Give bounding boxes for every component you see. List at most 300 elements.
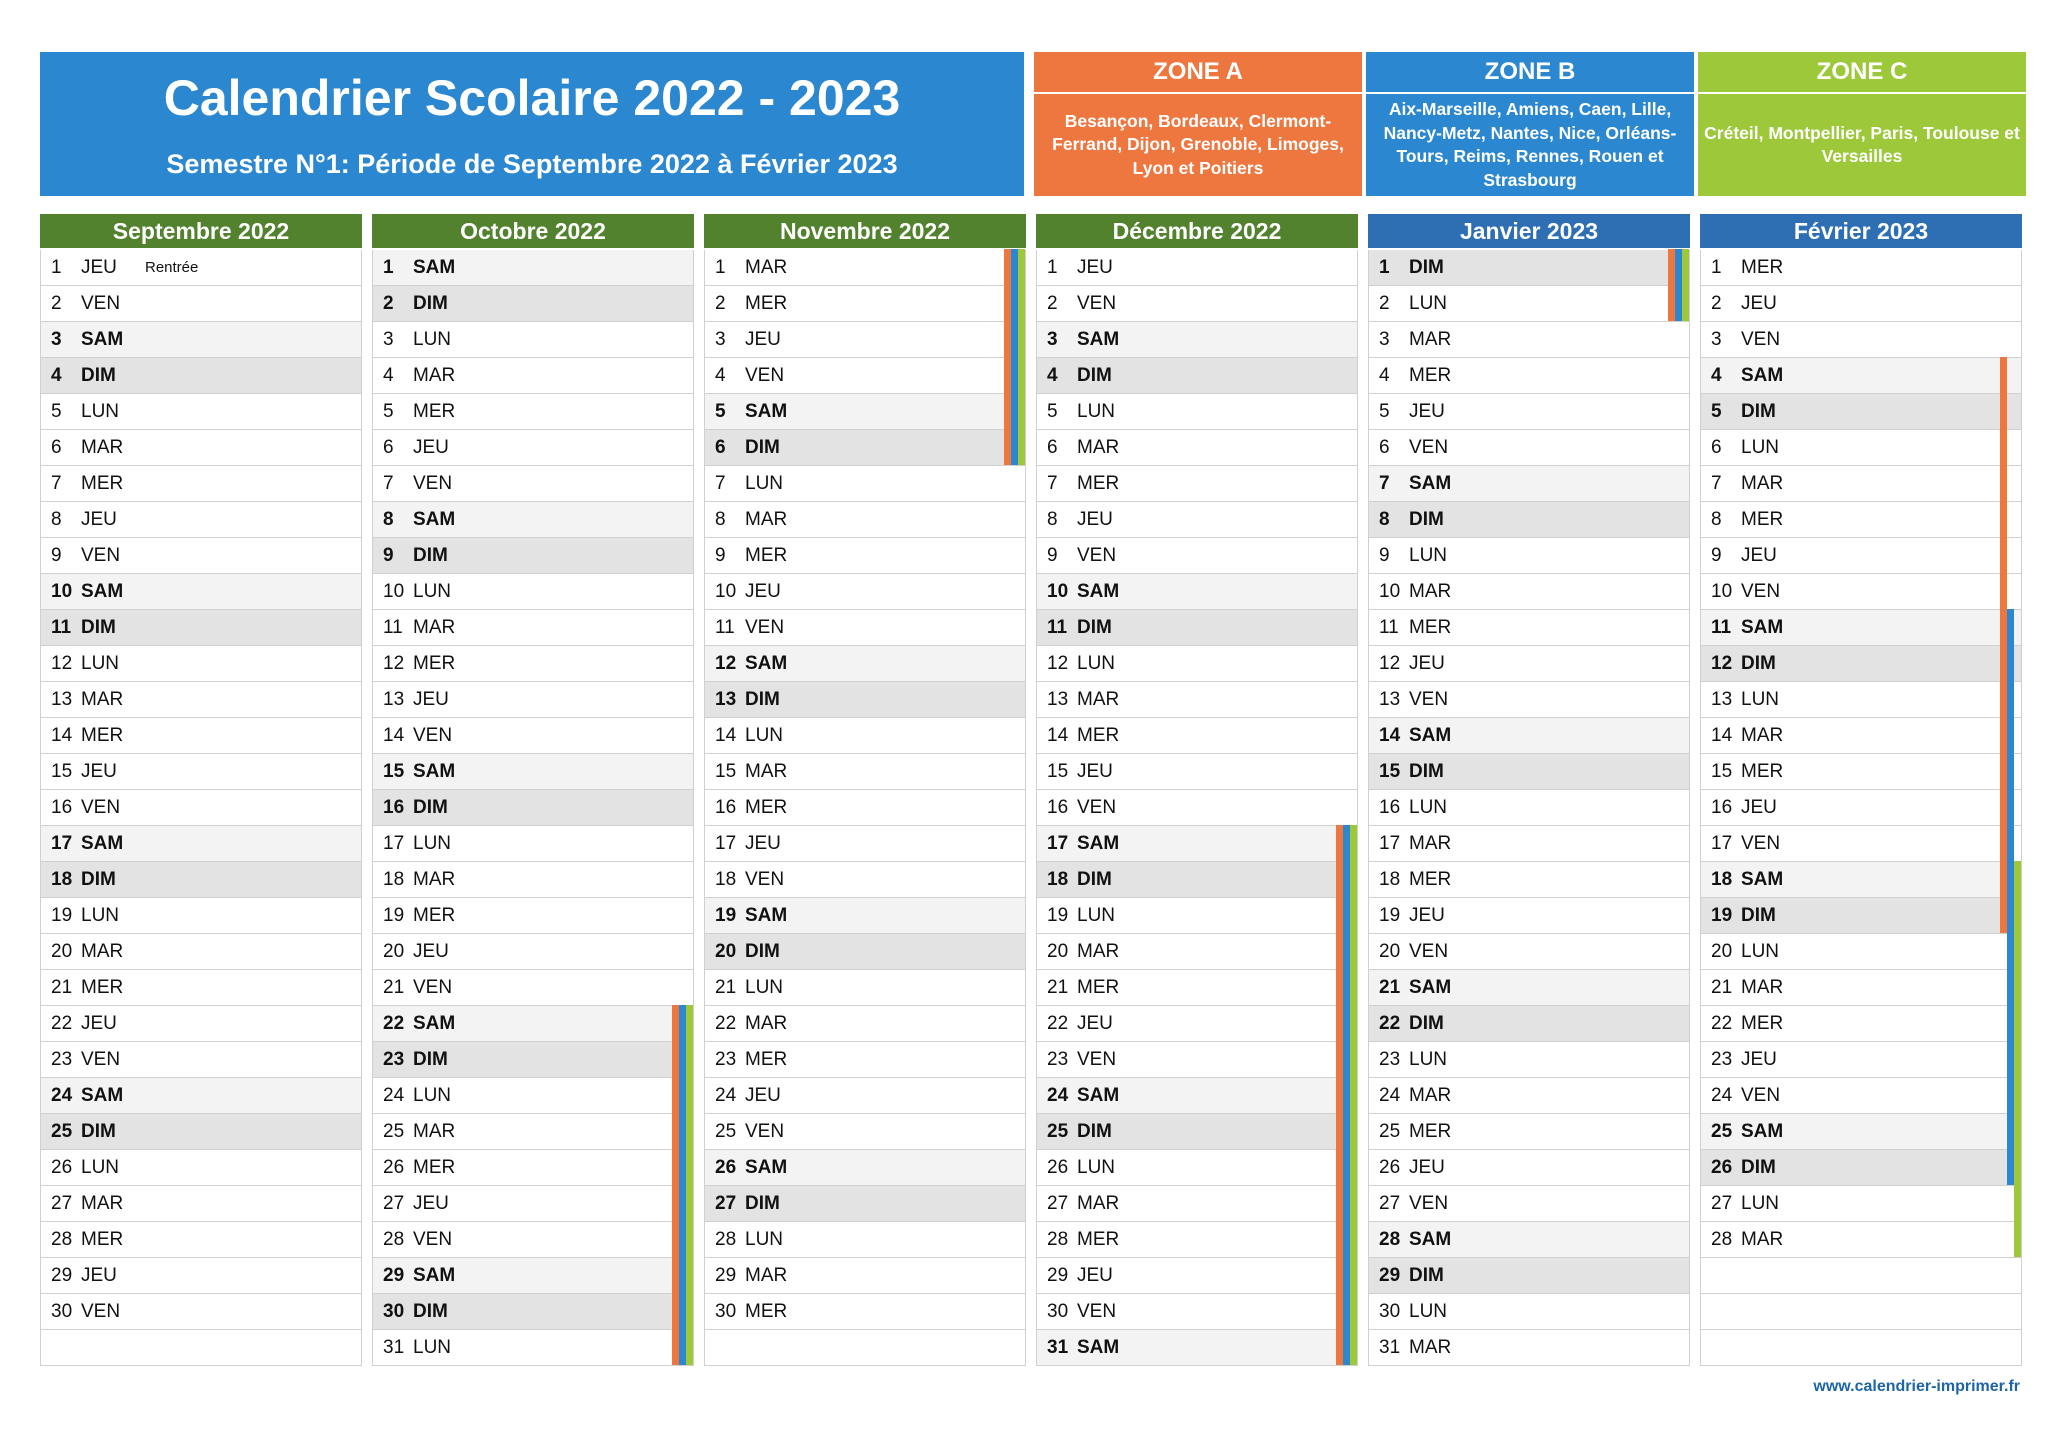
zone-a-holiday-bar xyxy=(1336,825,1343,861)
day-row xyxy=(1369,646,1689,682)
day-row xyxy=(705,1006,1025,1042)
day-number: 11 xyxy=(715,617,735,638)
day-name: JEU xyxy=(745,581,781,602)
day-name: DIM xyxy=(81,1121,116,1142)
day-number: 2 xyxy=(1711,293,1722,314)
zone-b-holiday-bar xyxy=(1011,393,1018,429)
zone-c-holiday-bar xyxy=(1018,249,1025,285)
zone-c-holiday-bar xyxy=(2014,1113,2021,1149)
zone-a-holiday-bar xyxy=(2000,897,2007,933)
day-row xyxy=(1037,610,1357,646)
day-name: SAM xyxy=(1741,617,1784,638)
day-row xyxy=(373,538,693,574)
zone-b-holiday-bar xyxy=(1343,1293,1350,1329)
day-number: 6 xyxy=(1047,437,1058,458)
day-number: 26 xyxy=(1379,1157,1401,1178)
day-row xyxy=(705,1078,1025,1114)
day-number: 1 xyxy=(51,257,62,278)
day-name: JEU xyxy=(1409,1157,1445,1178)
day-name: JEU xyxy=(413,941,449,962)
day-number: 14 xyxy=(383,725,405,746)
day-name: MAR xyxy=(745,761,788,782)
day-row xyxy=(373,862,693,898)
zone-b-holiday-bar xyxy=(2007,1113,2014,1149)
day-name: DIM xyxy=(1409,257,1444,278)
day-name: MER xyxy=(1077,473,1120,494)
day-name: JEU xyxy=(1409,905,1445,926)
day-number: 10 xyxy=(1711,581,1733,602)
day-number: 22 xyxy=(1047,1013,1069,1034)
day-row xyxy=(373,1114,693,1150)
day-name: DIM xyxy=(1409,1013,1444,1034)
day-number: 1 xyxy=(1711,257,1722,278)
day-name: DIM xyxy=(1409,509,1444,530)
day-name: DIM xyxy=(745,941,780,962)
day-number: 4 xyxy=(715,365,726,386)
day-row xyxy=(1369,826,1689,862)
day-number: 19 xyxy=(715,905,737,926)
day-row xyxy=(1701,502,2021,538)
day-name: VEN xyxy=(81,797,121,818)
day-number: 19 xyxy=(51,905,73,926)
day-list xyxy=(1700,250,2022,1366)
day-number: 29 xyxy=(1047,1265,1069,1286)
day-row xyxy=(1037,1078,1357,1114)
day-name: LUN xyxy=(1741,689,1780,710)
day-name: MAR xyxy=(1077,437,1120,458)
day-row xyxy=(1369,1186,1689,1222)
day-row xyxy=(1369,430,1689,466)
zone-a-holiday-bar xyxy=(1004,249,1011,285)
day-number: 2 xyxy=(715,293,726,314)
day-number: 23 xyxy=(715,1049,737,1070)
day-name: VEN xyxy=(81,1301,121,1322)
day-row xyxy=(41,1042,361,1078)
day-number: 7 xyxy=(1379,473,1390,494)
day-number: 25 xyxy=(51,1121,73,1142)
day-row xyxy=(1037,538,1357,574)
day-row xyxy=(705,1150,1025,1186)
day-row xyxy=(373,466,693,502)
day-row xyxy=(1369,250,1689,286)
day-number: 13 xyxy=(51,689,73,710)
day-name: LUN xyxy=(81,653,120,674)
day-number: 7 xyxy=(715,473,726,494)
day-name: MER xyxy=(1077,1229,1120,1250)
day-name: JEU xyxy=(1077,1265,1113,1286)
zone-b-holiday-bar xyxy=(2007,789,2014,825)
day-number: 8 xyxy=(1711,509,1722,530)
day-row xyxy=(705,1258,1025,1294)
zone-b-holiday-bar xyxy=(1343,897,1350,933)
day-name: MER xyxy=(1409,365,1452,386)
day-number: 29 xyxy=(715,1265,737,1286)
zone-a-holiday-bar xyxy=(2000,537,2007,573)
zone-a-holiday-bar xyxy=(672,1221,679,1257)
day-name: JEU xyxy=(1741,545,1777,566)
day-name: DIM xyxy=(413,797,448,818)
day-row xyxy=(41,1150,361,1186)
day-row xyxy=(705,394,1025,430)
day-name: SAM xyxy=(745,401,788,422)
day-row xyxy=(1369,286,1689,322)
day-name: LUN xyxy=(745,1229,784,1250)
zone-b-holiday-bar xyxy=(679,1329,686,1365)
zone-c-label: ZONE C xyxy=(1816,58,1908,85)
day-row xyxy=(1369,934,1689,970)
day-number: 6 xyxy=(715,437,726,458)
day-number: 23 xyxy=(1379,1049,1401,1070)
day-number: 14 xyxy=(1047,725,1069,746)
day-row xyxy=(41,322,361,358)
zone-a-holiday-bar xyxy=(1004,429,1011,465)
day-number: 10 xyxy=(1379,581,1401,602)
day-name: MAR xyxy=(745,257,788,278)
day-name: MAR xyxy=(1077,1193,1120,1214)
day-row xyxy=(705,1186,1025,1222)
day-row xyxy=(705,286,1025,322)
day-name: JEU xyxy=(81,1265,117,1286)
zone-c-holiday-bar xyxy=(1350,1185,1357,1221)
zone-c-holiday-bar xyxy=(2014,1077,2021,1113)
zone-a-holiday-bar xyxy=(2000,609,2007,645)
day-name: MAR xyxy=(81,689,124,710)
day-name: VEN xyxy=(1741,833,1781,854)
day-row xyxy=(705,898,1025,934)
day-row xyxy=(1701,1042,2021,1078)
day-name: DIM xyxy=(81,365,116,386)
day-row xyxy=(1037,1258,1357,1294)
day-row xyxy=(1037,1222,1357,1258)
day-name: LUN xyxy=(413,329,452,350)
day-name: MAR xyxy=(413,617,456,638)
day-row xyxy=(41,1114,361,1150)
zone-b-holiday-bar xyxy=(1675,285,1682,321)
day-number: 4 xyxy=(1379,365,1390,386)
day-row xyxy=(41,538,361,574)
zone-c-holiday-bar xyxy=(2014,933,2021,969)
day-name: DIM xyxy=(413,545,448,566)
day-row xyxy=(705,538,1025,574)
day-row xyxy=(1701,430,2021,466)
day-number: 26 xyxy=(1711,1157,1733,1178)
day-number: 19 xyxy=(1379,905,1401,926)
day-number: 28 xyxy=(715,1229,737,1250)
zone-a-holiday-bar xyxy=(672,1077,679,1113)
day-number: 15 xyxy=(1379,761,1401,782)
day-row xyxy=(1369,1042,1689,1078)
day-name: DIM xyxy=(1077,365,1112,386)
day-row xyxy=(1701,1150,2021,1186)
day-row xyxy=(1369,1330,1689,1366)
day-number: 20 xyxy=(383,941,405,962)
day-number: 13 xyxy=(1379,689,1401,710)
day-row xyxy=(41,574,361,610)
day-number: 24 xyxy=(715,1085,737,1106)
month-title: Décembre 2022 xyxy=(1036,214,1358,248)
day-number: 5 xyxy=(51,401,62,422)
day-name: VEN xyxy=(1077,293,1117,314)
zone-c-holiday-bar xyxy=(686,1005,693,1041)
month-title: Janvier 2023 xyxy=(1368,214,1690,248)
zone-c-holiday-bar xyxy=(2014,861,2021,897)
day-number: 19 xyxy=(1711,905,1733,926)
day-name: MER xyxy=(745,1301,788,1322)
day-number: 3 xyxy=(383,329,394,350)
day-name: LUN xyxy=(1077,905,1116,926)
day-row xyxy=(41,1078,361,1114)
day-name: DIM xyxy=(1741,905,1776,926)
day-number: 27 xyxy=(715,1193,737,1214)
day-row xyxy=(1037,970,1357,1006)
empty-day-row xyxy=(705,1330,1025,1366)
day-row xyxy=(1701,1222,2021,1258)
day-name: DIM xyxy=(745,1193,780,1214)
zone-b-holiday-bar xyxy=(1343,1149,1350,1185)
day-row xyxy=(1037,394,1357,430)
day-row xyxy=(1037,790,1357,826)
day-name: JEU xyxy=(413,689,449,710)
day-number: 31 xyxy=(1379,1337,1401,1358)
day-number: 30 xyxy=(1379,1301,1401,1322)
zone-b-holiday-bar xyxy=(1343,825,1350,861)
day-name: DIM xyxy=(1077,1121,1112,1142)
day-number: 25 xyxy=(1379,1121,1401,1142)
day-row xyxy=(1701,862,2021,898)
day-number: 6 xyxy=(383,437,394,458)
day-name: SAM xyxy=(413,257,456,278)
zone-b-holiday-bar xyxy=(1343,1113,1350,1149)
day-number: 8 xyxy=(51,509,62,530)
day-row xyxy=(1701,934,2021,970)
day-number: 25 xyxy=(715,1121,737,1142)
zone-a-holiday-bar xyxy=(1336,1221,1343,1257)
day-row xyxy=(1369,1258,1689,1294)
zone-c-holiday-bar xyxy=(1350,1257,1357,1293)
empty-day-row xyxy=(41,1330,361,1366)
day-name: LUN xyxy=(1409,545,1448,566)
day-row xyxy=(373,826,693,862)
day-number: 21 xyxy=(1711,977,1733,998)
day-number: 29 xyxy=(51,1265,73,1286)
day-row xyxy=(41,826,361,862)
day-name: LUN xyxy=(413,581,452,602)
zone-b-holiday-bar xyxy=(679,1005,686,1041)
day-name: VEN xyxy=(1409,1193,1449,1214)
day-name: VEN xyxy=(1077,797,1117,818)
day-number: 13 xyxy=(383,689,405,710)
zone-c-holiday-bar xyxy=(2014,1221,2021,1257)
day-row xyxy=(373,286,693,322)
day-list xyxy=(1036,250,1358,1366)
day-number: 14 xyxy=(1379,725,1401,746)
day-row xyxy=(41,358,361,394)
day-row xyxy=(1701,682,2021,718)
day-name: JEU xyxy=(1741,1049,1777,1070)
day-number: 10 xyxy=(715,581,737,602)
zone-a-holiday-bar xyxy=(672,1293,679,1329)
day-row xyxy=(41,430,361,466)
zone-b-holiday-bar xyxy=(2007,753,2014,789)
zone-b-holiday-bar xyxy=(679,1185,686,1221)
zone-b-holiday-bar xyxy=(2007,609,2014,645)
day-number: 26 xyxy=(1047,1157,1069,1178)
day-name: SAM xyxy=(413,761,456,782)
day-name: VEN xyxy=(81,1049,121,1070)
zone-a-holiday-bar xyxy=(2000,861,2007,897)
day-name: VEN xyxy=(1077,1301,1117,1322)
day-number: 28 xyxy=(1711,1229,1733,1250)
zone-a-holiday-bar xyxy=(2000,429,2007,465)
day-name: SAM xyxy=(1741,869,1784,890)
day-number: 19 xyxy=(1047,905,1069,926)
day-number: 16 xyxy=(715,797,737,818)
day-number: 15 xyxy=(383,761,405,782)
zone-c-holiday-bar xyxy=(1350,1221,1357,1257)
day-row xyxy=(1369,610,1689,646)
zone-a-holiday-bar xyxy=(1336,1293,1343,1329)
day-row xyxy=(1037,250,1357,286)
zone-b-holiday-bar xyxy=(1343,861,1350,897)
day-name: MAR xyxy=(413,365,456,386)
day-number: 16 xyxy=(1711,797,1733,818)
day-number: 16 xyxy=(1379,797,1401,818)
day-name: SAM xyxy=(1077,1085,1120,1106)
day-number: 10 xyxy=(1047,581,1069,602)
day-number: 20 xyxy=(1379,941,1401,962)
day-row xyxy=(1701,358,2021,394)
day-number: 28 xyxy=(1047,1229,1069,1250)
day-number: 27 xyxy=(1711,1193,1733,1214)
zone-b-holiday-bar xyxy=(1343,1185,1350,1221)
day-row xyxy=(1037,754,1357,790)
day-number: 11 xyxy=(383,617,403,638)
day-name: JEU xyxy=(745,329,781,350)
day-name: DIM xyxy=(413,1049,448,1070)
day-row xyxy=(1701,538,2021,574)
day-row xyxy=(41,610,361,646)
zone-a-holiday-bar xyxy=(2000,753,2007,789)
zone-a-holiday-bar xyxy=(672,1329,679,1365)
month-column xyxy=(704,214,1026,1371)
zone-a-holiday-bar xyxy=(2000,717,2007,753)
day-name: MAR xyxy=(745,509,788,530)
day-row xyxy=(1701,466,2021,502)
day-name: MER xyxy=(745,1049,788,1070)
day-number: 17 xyxy=(1711,833,1733,854)
day-name: SAM xyxy=(81,581,124,602)
day-row xyxy=(373,1006,693,1042)
zone-b-holiday-bar xyxy=(679,1293,686,1329)
day-number: 20 xyxy=(51,941,73,962)
day-name: DIM xyxy=(1741,1157,1776,1178)
day-row xyxy=(373,1222,693,1258)
day-number: 29 xyxy=(1379,1265,1401,1286)
day-row xyxy=(705,466,1025,502)
day-number: 31 xyxy=(383,1337,405,1358)
day-row xyxy=(1701,250,2021,286)
day-name: SAM xyxy=(745,653,788,674)
day-number: 5 xyxy=(1711,401,1722,422)
day-name: DIM xyxy=(81,869,116,890)
day-row xyxy=(705,322,1025,358)
day-row xyxy=(1701,286,2021,322)
day-number: 23 xyxy=(51,1049,73,1070)
day-name: MER xyxy=(81,977,124,998)
empty-day-row xyxy=(1701,1294,2021,1330)
zone-a-holiday-bar xyxy=(2000,393,2007,429)
day-row xyxy=(373,970,693,1006)
zone-a-holiday-bar xyxy=(1336,1257,1343,1293)
zone-c-holiday-bar xyxy=(1350,1041,1357,1077)
day-row xyxy=(373,1042,693,1078)
day-name: VEN xyxy=(1409,437,1449,458)
day-number: 12 xyxy=(383,653,405,674)
day-name: JEU xyxy=(1077,509,1113,530)
day-number: 18 xyxy=(383,869,405,890)
day-name: MAR xyxy=(1409,833,1452,854)
zone-a-holiday-bar xyxy=(1336,1185,1343,1221)
empty-day-row xyxy=(1701,1330,2021,1366)
day-name: VEN xyxy=(745,365,785,386)
day-number: 26 xyxy=(51,1157,73,1178)
day-row xyxy=(373,1258,693,1294)
day-row xyxy=(41,934,361,970)
zone-c-holiday-bar xyxy=(2014,1041,2021,1077)
day-row xyxy=(705,682,1025,718)
day-row xyxy=(1369,790,1689,826)
day-name: SAM xyxy=(1409,725,1452,746)
day-number: 23 xyxy=(1711,1049,1733,1070)
zone-b-holiday-bar xyxy=(1011,249,1018,285)
day-number: 7 xyxy=(383,473,394,494)
day-row xyxy=(1369,718,1689,754)
day-row xyxy=(1369,1114,1689,1150)
day-row xyxy=(373,358,693,394)
day-name: MER xyxy=(745,545,788,566)
day-number: 9 xyxy=(715,545,726,566)
footer-website[interactable]: www.calendrier-imprimer.fr xyxy=(1813,1378,2020,1395)
day-name: SAM xyxy=(1409,977,1452,998)
zone-c-cities: Créteil, Montpellier, Paris, Toulouse et Versailles xyxy=(1704,122,2020,166)
day-row xyxy=(1369,862,1689,898)
day-number: 4 xyxy=(51,365,62,386)
day-name: LUN xyxy=(413,833,452,854)
zone-c-holiday-bar xyxy=(686,1185,693,1221)
day-number: 1 xyxy=(1047,257,1058,278)
zone-a-holiday-bar xyxy=(1336,861,1343,897)
day-name: SAM xyxy=(1409,473,1452,494)
day-row xyxy=(705,1042,1025,1078)
day-name: LUN xyxy=(1741,1193,1780,1214)
day-number: 21 xyxy=(1379,977,1401,998)
day-name: JEU xyxy=(1741,797,1777,818)
day-row xyxy=(41,466,361,502)
zone-c-holiday-bar xyxy=(1682,249,1689,285)
zone-b-holiday-bar xyxy=(2007,1005,2014,1041)
day-name: MER xyxy=(413,1157,456,1178)
day-number: 12 xyxy=(51,653,73,674)
day-row xyxy=(705,1114,1025,1150)
day-row xyxy=(1369,682,1689,718)
day-row xyxy=(41,790,361,826)
day-number: 31 xyxy=(1047,1337,1069,1358)
zone-a-holiday-bar xyxy=(1336,969,1343,1005)
zone-b-holiday-bar xyxy=(1011,429,1018,465)
day-number: 13 xyxy=(1711,689,1733,710)
day-number: 28 xyxy=(1379,1229,1401,1250)
day-row xyxy=(1701,970,2021,1006)
